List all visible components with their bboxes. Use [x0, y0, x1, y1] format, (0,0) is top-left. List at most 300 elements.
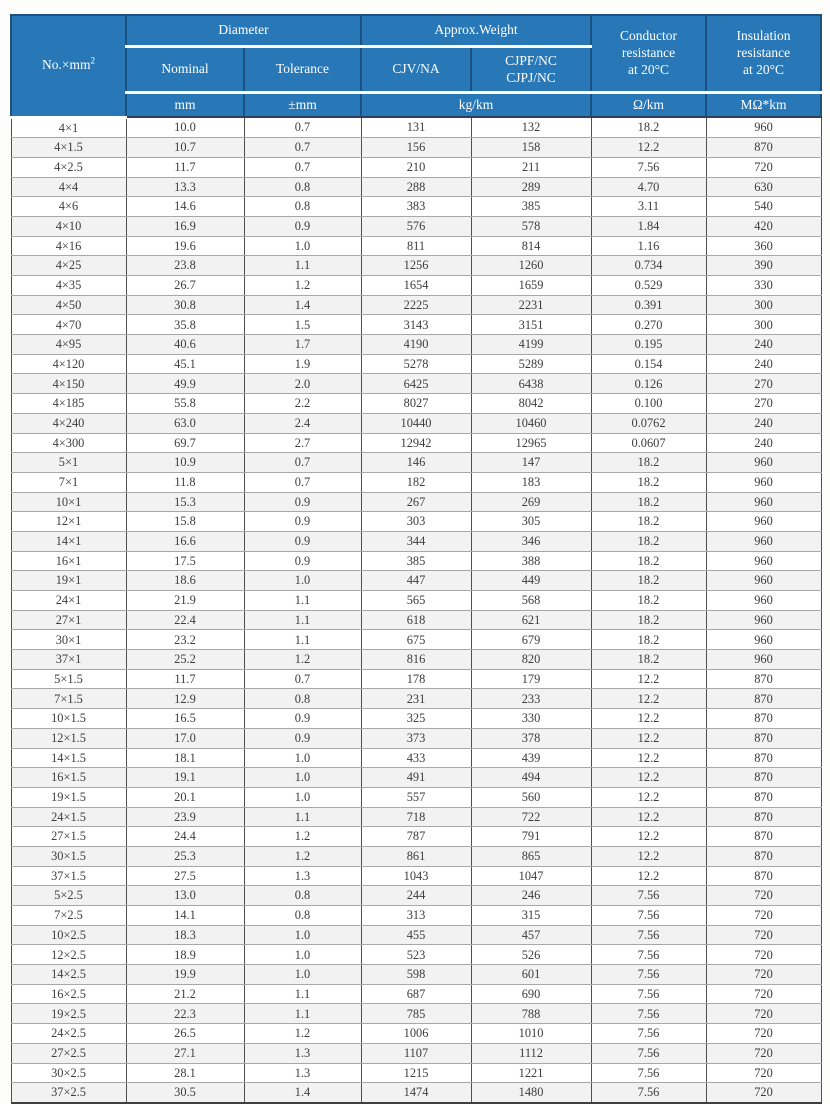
table-cell: 720 — [706, 906, 821, 926]
table-cell: 21.2 — [126, 984, 244, 1004]
table-cell: 870 — [706, 748, 821, 768]
table-cell: 21.9 — [126, 591, 244, 611]
table-cell: 870 — [706, 768, 821, 788]
table-cell: 1.2 — [244, 846, 361, 866]
table-cell: 960 — [706, 650, 821, 670]
table-cell: 385 — [361, 551, 471, 571]
table-cell: 12×1 — [11, 512, 126, 532]
table-cell: 2.2 — [244, 394, 361, 414]
insulation-line-3: at 20°C — [743, 61, 785, 77]
table-cell: 25.2 — [126, 650, 244, 670]
table-cell: 24×1 — [11, 591, 126, 611]
table-cell: 0.270 — [591, 315, 706, 335]
table-row — [11, 138, 821, 158]
cjpf-line-1: CJPF/NC — [505, 52, 557, 68]
table-cell: 11.8 — [126, 472, 244, 492]
table-row — [11, 945, 821, 965]
table-cell: 0.7 — [244, 138, 361, 158]
table-row — [11, 630, 821, 650]
table-cell: 4199 — [471, 335, 591, 355]
table-row — [11, 1004, 821, 1024]
table-cell: 1047 — [471, 866, 591, 886]
spec-table — [10, 14, 822, 1104]
table-cell: 24×1.5 — [11, 807, 126, 827]
table-cell: 269 — [471, 492, 591, 512]
col-header-size: $No.\times mm^2$ — [11, 15, 126, 117]
table-cell: 7.56 — [591, 1024, 706, 1044]
table-cell: 811 — [361, 236, 471, 256]
table-cell: 10.9 — [126, 453, 244, 473]
table-cell: 12.2 — [591, 689, 706, 709]
table-cell: 870 — [706, 669, 821, 689]
table-cell: 19.1 — [126, 768, 244, 788]
table-cell: 346 — [471, 531, 591, 551]
table-row — [11, 413, 821, 433]
table-row — [11, 236, 821, 256]
table-cell: 870 — [706, 827, 821, 847]
table-cell: 12965 — [471, 433, 591, 453]
table-row — [11, 157, 821, 177]
table-cell: 388 — [471, 551, 591, 571]
table-cell: 960 — [706, 630, 821, 650]
table-cell: 4×16 — [11, 236, 126, 256]
table-cell: 1.0 — [244, 236, 361, 256]
table-cell: 26.7 — [126, 276, 244, 296]
table-cell: 816 — [361, 650, 471, 670]
table-row — [11, 256, 821, 276]
table-cell: 870 — [706, 728, 821, 748]
table-cell: 865 — [471, 846, 591, 866]
col-header-weight: Approx.Weight — [361, 15, 591, 47]
table-cell: 5×1 — [11, 453, 126, 473]
table-cell: 870 — [706, 866, 821, 886]
table-cell: 0.154 — [591, 354, 706, 374]
table-cell: 720 — [706, 1083, 821, 1103]
table-cell: 325 — [361, 709, 471, 729]
table-cell: 960 — [706, 512, 821, 532]
table-row — [11, 335, 821, 355]
table-row — [11, 610, 821, 630]
table-cell: 12.2 — [591, 138, 706, 158]
table-cell: 720 — [706, 886, 821, 906]
table-row — [11, 354, 821, 374]
table-cell: 7.56 — [591, 925, 706, 945]
table-cell: 787 — [361, 827, 471, 847]
table-cell: 14×2.5 — [11, 965, 126, 985]
table-cell: 13.3 — [126, 177, 244, 197]
table-cell: 10×1.5 — [11, 709, 126, 729]
table-row — [11, 984, 821, 1004]
table-cell: 3.11 — [591, 197, 706, 217]
table-cell: 17.5 — [126, 551, 244, 571]
table-cell: 13.0 — [126, 886, 244, 906]
table-cell: 313 — [361, 906, 471, 926]
insulation-line-2: resistance — [736, 45, 791, 61]
table-cell: 1.9 — [244, 354, 361, 374]
table-cell: 788 — [471, 1004, 591, 1024]
table-cell: 14.1 — [126, 906, 244, 926]
table-cell: 4×150 — [11, 374, 126, 394]
table-cell: 7×2.5 — [11, 906, 126, 926]
table-cell: 26.5 — [126, 1024, 244, 1044]
unit-kg-km: kg/km — [361, 93, 591, 118]
table-cell: 1.1 — [244, 1004, 361, 1024]
table-cell: 383 — [361, 197, 471, 217]
table-cell: 861 — [361, 846, 471, 866]
table-cell: 0.9 — [244, 512, 361, 532]
table-cell: 4×95 — [11, 335, 126, 355]
table-cell: 7.56 — [591, 984, 706, 1004]
table-cell: 69.7 — [126, 433, 244, 453]
table-row — [11, 787, 821, 807]
table-cell: 240 — [706, 413, 821, 433]
table-cell: 289 — [471, 177, 591, 197]
table-cell: 182 — [361, 472, 471, 492]
table-cell: 15.8 — [126, 512, 244, 532]
table-cell: 960 — [706, 472, 821, 492]
table-cell: 10.7 — [126, 138, 244, 158]
table-cell: 7.56 — [591, 965, 706, 985]
table-cell: 10×2.5 — [11, 925, 126, 945]
table-cell: 1.2 — [244, 1024, 361, 1044]
table-row — [11, 965, 821, 985]
table-cell: 1.0 — [244, 945, 361, 965]
table-cell: 12.2 — [591, 787, 706, 807]
table-cell: 49.9 — [126, 374, 244, 394]
col-header-cjv-na: CJV/NA — [361, 47, 471, 93]
table-cell: 16.9 — [126, 216, 244, 236]
table-row — [11, 728, 821, 748]
table-cell: 246 — [471, 886, 591, 906]
table-row — [11, 531, 821, 551]
table-cell: 598 — [361, 965, 471, 985]
table-cell: 2.7 — [244, 433, 361, 453]
table-cell: 0.9 — [244, 728, 361, 748]
table-cell: 0.8 — [244, 177, 361, 197]
table-cell: 687 — [361, 984, 471, 1004]
table-cell: 1.0 — [244, 768, 361, 788]
table-cell: 791 — [471, 827, 591, 847]
table-cell: 0.8 — [244, 197, 361, 217]
table-cell: 18.2 — [591, 571, 706, 591]
table-row — [11, 846, 821, 866]
table-row — [11, 216, 821, 236]
table-cell: 211 — [471, 157, 591, 177]
table-cell: 178 — [361, 669, 471, 689]
table-cell: 12.2 — [591, 866, 706, 886]
table-row — [11, 689, 821, 709]
table-cell: 578 — [471, 216, 591, 236]
table-row — [11, 1024, 821, 1044]
table-cell: 557 — [361, 787, 471, 807]
table-cell: 1.1 — [244, 807, 361, 827]
conductor-line-2: resistance — [621, 45, 676, 61]
table-cell: 158 — [471, 138, 591, 158]
table-cell: 5278 — [361, 354, 471, 374]
table-cell: 7×1.5 — [11, 689, 126, 709]
table-cell: 18.2 — [591, 531, 706, 551]
table-cell: 0.7 — [244, 472, 361, 492]
table-cell: 960 — [706, 492, 821, 512]
table-cell: 4×300 — [11, 433, 126, 453]
table-row — [11, 886, 821, 906]
table-cell: 19×1 — [11, 571, 126, 591]
cable-spec-sheet — [10, 14, 820, 1104]
table-cell: 18.2 — [591, 117, 706, 138]
table-cell: 16×2.5 — [11, 984, 126, 1004]
table-cell: 30×2.5 — [11, 1063, 126, 1083]
table-cell: 18.2 — [591, 453, 706, 473]
table-row — [11, 591, 821, 611]
table-cell: 315 — [471, 906, 591, 926]
table-cell: 8042 — [471, 394, 591, 414]
table-cell: 4×120 — [11, 354, 126, 374]
table-cell: 233 — [471, 689, 591, 709]
table-cell: 12.2 — [591, 728, 706, 748]
unit-tolerance-mm: ±mm — [244, 93, 361, 118]
table-cell: 4×6 — [11, 197, 126, 217]
table-cell: 156 — [361, 138, 471, 158]
table-cell: 433 — [361, 748, 471, 768]
table-row — [11, 492, 821, 512]
table-cell: 960 — [706, 453, 821, 473]
table-cell: 18.2 — [591, 610, 706, 630]
table-cell: 240 — [706, 335, 821, 355]
table-cell: 18.6 — [126, 571, 244, 591]
table-cell: 1.3 — [244, 866, 361, 886]
table-cell: 27×1 — [11, 610, 126, 630]
table-cell: 19.9 — [126, 965, 244, 985]
table-cell: 1.2 — [244, 650, 361, 670]
conductor-line-3: at 20°C — [628, 61, 670, 77]
table-cell: 1.7 — [244, 335, 361, 355]
table-row — [11, 925, 821, 945]
unit-ohm-km: Ω/km — [591, 93, 706, 118]
table-cell: 1.0 — [244, 571, 361, 591]
table-cell: 7.56 — [591, 1063, 706, 1083]
table-cell: 270 — [706, 394, 821, 414]
table-row — [11, 709, 821, 729]
table-cell: 0.0607 — [591, 433, 706, 453]
table-cell: 300 — [706, 295, 821, 315]
table-row — [11, 748, 821, 768]
table-cell: 455 — [361, 925, 471, 945]
table-cell: 3143 — [361, 315, 471, 335]
table-cell: 7.56 — [591, 945, 706, 965]
table-cell: 7.56 — [591, 1043, 706, 1063]
table-cell: 0.8 — [244, 886, 361, 906]
table-cell: 722 — [471, 807, 591, 827]
table-cell: 960 — [706, 117, 821, 138]
table-cell: 6438 — [471, 374, 591, 394]
table-cell: 5×1.5 — [11, 669, 126, 689]
table-cell: 1.4 — [244, 1083, 361, 1103]
table-cell: 12.9 — [126, 689, 244, 709]
table-cell: 27×2.5 — [11, 1043, 126, 1063]
table-row — [11, 117, 821, 138]
table-cell: 0.195 — [591, 335, 706, 355]
table-cell: 7.56 — [591, 886, 706, 906]
table-cell: 540 — [706, 197, 821, 217]
table-cell: 720 — [706, 1024, 821, 1044]
table-cell: 2.4 — [244, 413, 361, 433]
table-cell: 25.3 — [126, 846, 244, 866]
table-cell: 2.0 — [244, 374, 361, 394]
table-cell: 0.9 — [244, 492, 361, 512]
table-row — [11, 315, 821, 335]
table-cell: 960 — [706, 591, 821, 611]
table-cell: 14.6 — [126, 197, 244, 217]
table-cell: 18.2 — [591, 630, 706, 650]
table-cell: 494 — [471, 768, 591, 788]
table-cell: 870 — [706, 689, 821, 709]
table-cell: 565 — [361, 591, 471, 611]
table-cell: 814 — [471, 236, 591, 256]
table-cell: 4.70 — [591, 177, 706, 197]
table-cell: 12942 — [361, 433, 471, 453]
table-cell: 18.2 — [591, 492, 706, 512]
table-cell: 40.6 — [126, 335, 244, 355]
table-cell: 1.5 — [244, 315, 361, 335]
table-cell: 12.2 — [591, 709, 706, 729]
table-cell: 132 — [471, 117, 591, 138]
table-cell: 14×1 — [11, 531, 126, 551]
table-cell: 22.3 — [126, 1004, 244, 1024]
table-cell: 491 — [361, 768, 471, 788]
table-cell: 718 — [361, 807, 471, 827]
table-cell: 18.2 — [591, 591, 706, 611]
table-cell: 4×240 — [11, 413, 126, 433]
table-cell: 15.3 — [126, 492, 244, 512]
table-cell: 12.2 — [591, 846, 706, 866]
unit-mohm-km: MΩ*km — [706, 93, 821, 118]
table-cell: 10.0 — [126, 117, 244, 138]
table-row — [11, 866, 821, 886]
table-cell: 1.0 — [244, 925, 361, 945]
table-cell: 16.6 — [126, 531, 244, 551]
table-cell: 19×2.5 — [11, 1004, 126, 1024]
table-cell: 18.1 — [126, 748, 244, 768]
table-cell: 19×1.5 — [11, 787, 126, 807]
table-cell: 1260 — [471, 256, 591, 276]
table-header — [11, 15, 821, 117]
table-cell: 240 — [706, 354, 821, 374]
table-cell: 3151 — [471, 315, 591, 335]
table-cell: 28.1 — [126, 1063, 244, 1083]
table-cell: 0.9 — [244, 216, 361, 236]
table-cell: 210 — [361, 157, 471, 177]
col-header-conductor-resistance — [591, 15, 706, 93]
table-cell: 1.0 — [244, 748, 361, 768]
table-cell: 4×1.5 — [11, 138, 126, 158]
table-cell: 720 — [706, 945, 821, 965]
table-cell: 1654 — [361, 276, 471, 296]
table-cell: 1659 — [471, 276, 591, 296]
table-cell: 330 — [706, 276, 821, 296]
table-cell: 18.2 — [591, 472, 706, 492]
table-cell: 146 — [361, 453, 471, 473]
table-cell: 720 — [706, 1063, 821, 1083]
table-cell: 27×1.5 — [11, 827, 126, 847]
table-row — [11, 669, 821, 689]
table-cell: 0.0762 — [591, 413, 706, 433]
table-cell: 360 — [706, 236, 821, 256]
table-cell: 12×2.5 — [11, 945, 126, 965]
table-cell: 960 — [706, 571, 821, 591]
table-cell: 720 — [706, 1043, 821, 1063]
table-cell: 1221 — [471, 1063, 591, 1083]
table-row — [11, 571, 821, 591]
table-cell: 7×1 — [11, 472, 126, 492]
table-cell: 1.4 — [244, 295, 361, 315]
table-cell: 1.2 — [244, 276, 361, 296]
table-cell: 0.100 — [591, 394, 706, 414]
table-cell: 12.2 — [591, 669, 706, 689]
table-cell: 12×1.5 — [11, 728, 126, 748]
table-cell: 240 — [706, 433, 821, 453]
table-row — [11, 394, 821, 414]
table-cell: 720 — [706, 984, 821, 1004]
table-cell: 20.1 — [126, 787, 244, 807]
table-cell: 4×35 — [11, 276, 126, 296]
table-cell: 12.2 — [591, 827, 706, 847]
table-row — [11, 768, 821, 788]
table-cell: 1107 — [361, 1043, 471, 1063]
table-row — [11, 906, 821, 926]
table-cell: 1.1 — [244, 984, 361, 1004]
table-cell: 4×25 — [11, 256, 126, 276]
table-row — [11, 1063, 821, 1083]
table-cell: 55.8 — [126, 394, 244, 414]
table-cell: 12.2 — [591, 768, 706, 788]
table-cell: 1043 — [361, 866, 471, 886]
table-cell: 1215 — [361, 1063, 471, 1083]
table-cell: 344 — [361, 531, 471, 551]
table-cell: 8027 — [361, 394, 471, 414]
table-cell: 19.6 — [126, 236, 244, 256]
table-row — [11, 551, 821, 571]
table-cell: 16.5 — [126, 709, 244, 729]
table-cell: 0.7 — [244, 669, 361, 689]
table-cell: 131 — [361, 117, 471, 138]
table-cell: 2225 — [361, 295, 471, 315]
table-cell: 621 — [471, 610, 591, 630]
table-cell: 37×1.5 — [11, 866, 126, 886]
table-cell: 420 — [706, 216, 821, 236]
table-cell: 576 — [361, 216, 471, 236]
table-cell: 1.0 — [244, 787, 361, 807]
table-cell: 720 — [706, 1004, 821, 1024]
table-cell: 45.1 — [126, 354, 244, 374]
table-cell: 1112 — [471, 1043, 591, 1063]
table-cell: 4190 — [361, 335, 471, 355]
table-cell: 378 — [471, 728, 591, 748]
table-cell: 288 — [361, 177, 471, 197]
table-cell: 24.4 — [126, 827, 244, 847]
table-cell: 0.7 — [244, 157, 361, 177]
table-row — [11, 197, 821, 217]
table-cell: 10×1 — [11, 492, 126, 512]
table-cell: 4×10 — [11, 216, 126, 236]
table-cell: 11.7 — [126, 669, 244, 689]
table-cell: 12.2 — [591, 748, 706, 768]
table-cell: 179 — [471, 669, 591, 689]
table-cell: 303 — [361, 512, 471, 532]
table-cell: 14×1.5 — [11, 748, 126, 768]
table-cell: 24×2.5 — [11, 1024, 126, 1044]
table-cell: 27.5 — [126, 866, 244, 886]
table-cell: 30.5 — [126, 1083, 244, 1103]
